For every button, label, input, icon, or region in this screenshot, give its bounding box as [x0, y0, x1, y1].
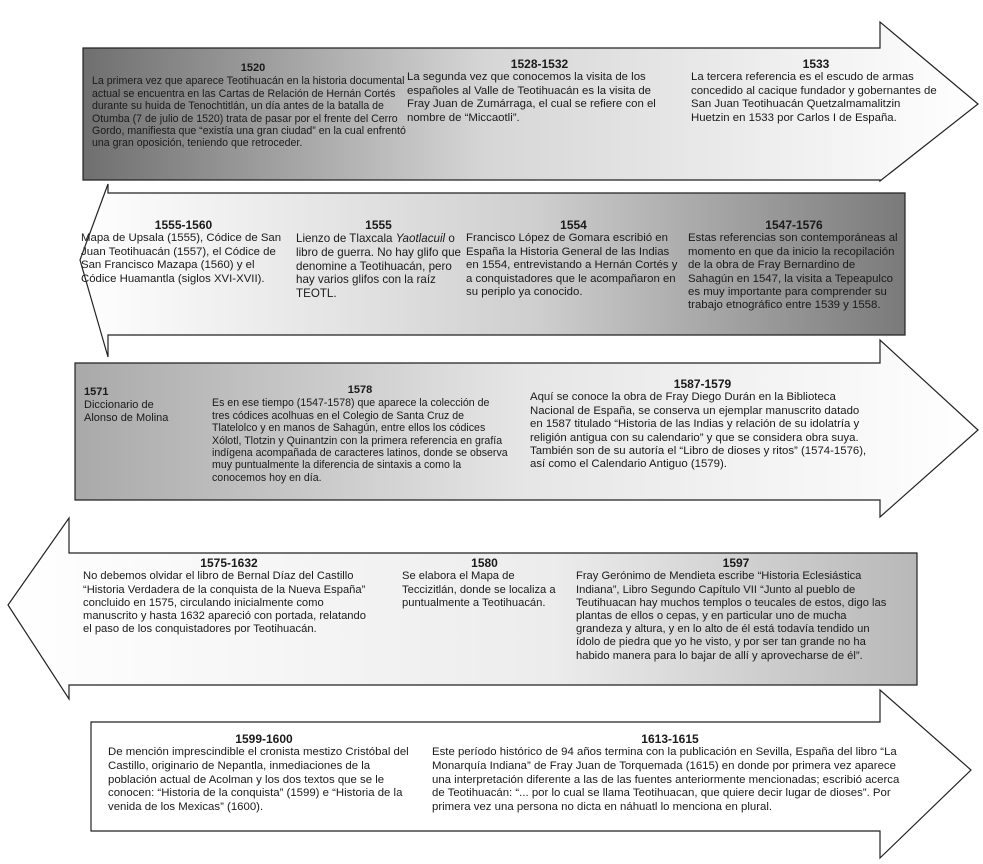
entry-1555-1560 [81, 219, 286, 286]
entry-1555 [296, 219, 461, 300]
entry-year: 1555-1560 [154, 218, 213, 232]
entry-year: 1528-1532 [510, 57, 569, 71]
entry-year: 1580 [471, 556, 498, 570]
entry-text: No debemos olvidar el libro de Bernal Díaz del Castillo “Historia Verdadera de la conquista de la Nueva España” concluido en 1575, circulando inicialmente como manuscrito y hasta 1632 apareció con portada, relatando el paso de los conquistadores por Teotihuacán. [83, 570, 366, 636]
entry-text: Francisco López de Gomara escribió en España la Historia General de las Indias en 1554, entrevistando a Hernán Cortés y a conquistadores que le acompañaron en su periplo ya conocido. [466, 232, 678, 299]
entry-year: 1597 [722, 556, 750, 570]
entry-text: Es en ese tiempo (1547-1578) que aparece la colección de tres códices acolhuas en el Colegio de Santa Cruz de Tlatelolco y en manos de Sahagún, entre ellos los códices Xólotl, Tlotzin y Quinantzin con la primera referencia en grafía indígena acompañada de caracteres latinos, donde se observa muy puntualmente la diferencia de sintaxis a como la conocemos hoy en día. [212, 397, 508, 484]
entry-text: Aquí se conoce la obra de Fray Diego Durán en la Biblioteca Nacional de España, se conserva un ejemplar manuscrito datado en 1587 titulado “Historia de las Indias y relación de su idolatría y religión antigua con su calendario” y que se considera obra suya. También son de su autoría el “Libro de dioses y ritos” (1574-1576), así como el Calendario Antiguo (1579). [530, 391, 867, 471]
entry-text-pre: Lienzo de Tlaxcala [296, 232, 396, 246]
entry-text: La segunda vez que conocemos la visita de los españoles al Valle de Teotihuacán es la visita de Fray Juan de Zumárraga, el cual se refiere con el nombre de “Miccaotli”. [407, 71, 656, 124]
entry-year: 1587-1579 [673, 377, 732, 391]
entry-text: La primera vez que aparece Teotihuacán en la historia documental actual se encuentra en las Cartas de Relación de Hernán Cortés durante su huida de Tenochtitlán, un día antes de la batalla de Otumba (7 de julio de 1520) trata de pasar por el frente del Cerro Gordo, manifiesta que “existía una gran ciudad” en la cual enfrentó una gran oposición, teniendo que retroceder. [92, 75, 406, 150]
entry-year: 1599-1600 [235, 732, 293, 746]
entry-text: De mención imprescindible el cronista mestizo Cristóbal del Castillo, originario de Nepantla, inmediaciones de la población actual de Acolman y los dos textos que se le conocen: “Historia de la conquista” (1599) e “Historia de la venida de los Mexicas” (1600). [108, 746, 409, 813]
entry-text: Estas referencias son contemporáneas al momento en que da inicio la recopilación de la obra de Fray Bernardino de Sahagún en 1547, la visita a Tepeapulco es muy importante para comprender su trabajo etnográfico entre 1539 y 1558. [688, 232, 898, 312]
entry-1528-1532 [407, 58, 672, 125]
entry-text: Fray Gerónimo de Mendieta escribe “Historia Eclesiástica Indiana”, Libro Segundo Capítulo VII “Junto al pueblo de Teutihuacan hay muchos templos o teucales de estos, digo las plantas de ellos o cepas, y en particular uno de mucha grandeza y altura, y en lo alto de él está todavía tendido un ídolo de piedra que yo he visto, y por ser tan grande no ha habido manera para lo bajar de allí y aprovecharse de él”. [576, 570, 887, 662]
entry-text: La tercera referencia es el escudo de armas concedido al cacique fundador y gobernantes de San Juan Teotihuacán Quetzalmamalitzin Huetzin en 1533 por Carlos I de España. [691, 71, 937, 124]
entry-text [296, 232, 461, 300]
entry-year: 1547-1576 [765, 218, 823, 232]
entry-1599-1600 [108, 733, 420, 814]
entry-1547-1576 [688, 219, 900, 313]
entry-1571 [84, 386, 184, 425]
entry-1533 [691, 58, 941, 125]
entry-text: Se elabora el Mapa de Teccizitlán, donde se localiza a puntualmente a Teotihuacán. [402, 570, 556, 609]
entry-1613-1615 [432, 733, 908, 814]
entry-year: 1575-1632 [200, 556, 258, 570]
entry-year: 1578 [347, 384, 373, 396]
entry-year: 1555 [365, 218, 392, 232]
entry-text: Este período histórico de 94 años termina con la publicación en Sevilla, España del libro “La Monarquía Indiana” de Fray Juan de Torquemada (1615) en donde por primera vez aparece una interpretación diferente a las de las fuentes anteriormente mencionadas; escribió acerca de Teotihuacán: “... por lo cual se llama Teotihuacan, que quiere decir lugar de dioses”. Por primera vez una persona no dicta en náhuatl lo menciona en plural. [432, 746, 900, 813]
entry-year: 1554 [560, 218, 587, 232]
entry-1575-1632 [83, 557, 375, 636]
entry-text: Mapa de Upsala (1555), Códice de San Juan Teotihuacán (1557), el Códice de San Francisco Mazapa (1560) y el Códice Huamantla (siglos XVI-XVII). [81, 232, 282, 285]
entry-year: 1571 [84, 386, 109, 398]
entry-1578 [212, 384, 508, 484]
entry-1554 [466, 219, 681, 299]
entry-1580 [402, 557, 567, 610]
entry-year: 1520 [240, 62, 266, 74]
entry-1520 [92, 62, 414, 150]
entry-1597 [576, 557, 896, 663]
entry-text-italic: Yaotlacuil [395, 232, 446, 246]
entry-text: Diccionario de Alonso de Molina [84, 399, 169, 425]
entry-year: 1613-1615 [641, 732, 699, 746]
entry-text-post: o libro de guerra. No hay glifo que denomine a Teotihuacán, pero hay varios glifos con la raíz TEOTL. [296, 232, 461, 300]
entry-year: 1533 [802, 57, 830, 71]
entry-1587-1579 [530, 378, 875, 472]
